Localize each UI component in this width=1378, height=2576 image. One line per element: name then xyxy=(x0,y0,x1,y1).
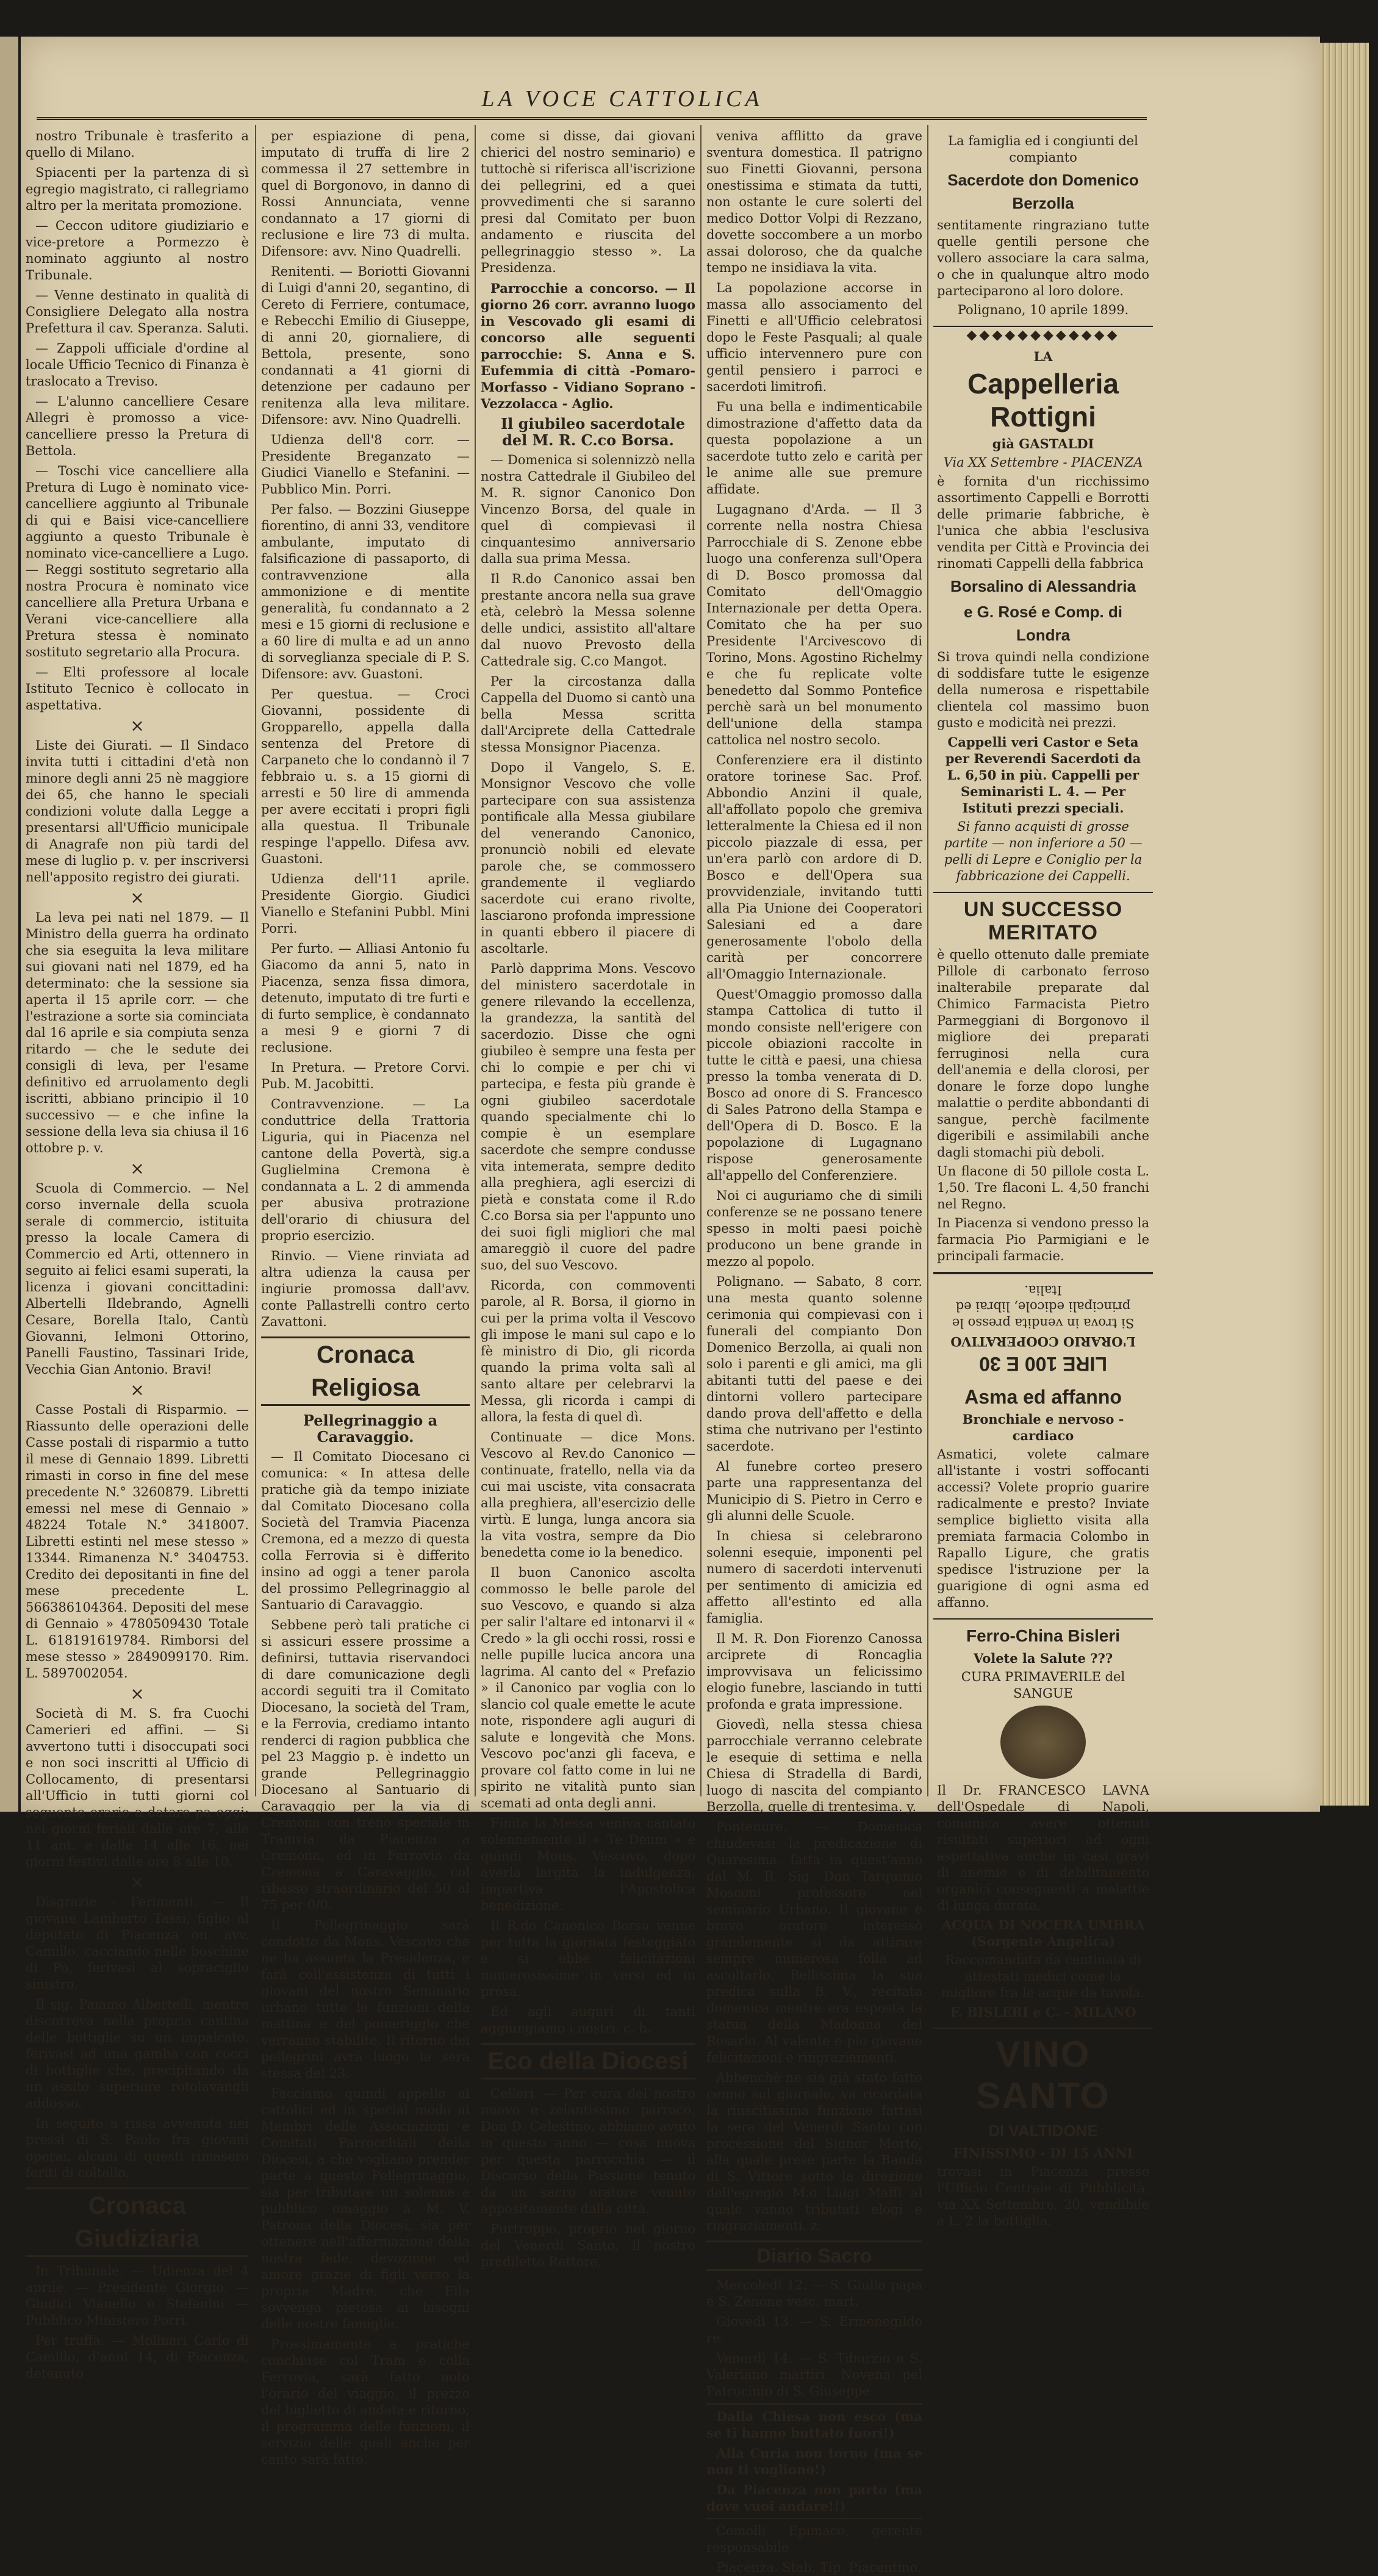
article-tribunale: In Tribunale. — Udienza del 4 aprile. — Presidente Giorgio. — Giudici Vianello e Stefanini — Pubblico Ministero Porri. xyxy=(26,2264,249,2328)
court-item: Per furto. — Alliasi Antonio fu Giacomo da anni 5, nato in Piacenza, senza fissa dimora, detenuto, imputato di tre furti e di furto semplice, è condannato a mesi 9 e giorni 7 di reclusione. xyxy=(261,941,470,1055)
court-item: In Pretura. — Pretore Corvi. Pub. M. Jacobitti. xyxy=(261,1060,470,1091)
masthead: LA VOCE CATTOLICA xyxy=(481,86,763,112)
news-line: — Toschi vice cancelliere alla Pretura di Lugo è nominato vice-cancelliere aggiunto al Tribunale di qui e Baisi vice-cancelliere aggiunto a questo Tribunale è nominato vice-cancelliere a Lugo. — Reggi sostituto segretario alla nostra Procura è nominato vice cancelliere alla Pretura Urbana e Verani vice-cancelliere alla Pretura stessa è nominato sostituto segretario alla Procura. xyxy=(26,464,249,659)
article-text: come si disse, dai giovani chierici del nostro seminario) e tuttochè si riferisca all'iscrizione dei pellegrini, ed a quei provvedimenti che si saranno presi dal Comitato per buon andamento e riuscita del pellegrinaggio stesso ». La Presidenza. xyxy=(481,129,695,275)
lion-illustration xyxy=(1000,1706,1086,1779)
article-cuochi: Società di M. S. fra Cuochi Camerieri ed affini. — Si avvertono tutti i disoccupati soci e non soci inscritti al Ufficio di Collocamento, di presentarsi all'Ufficio in tutti giorni col seguente orario a datare pa oggi: nei giorni feriali dalle ore 7, alle 11 ant. e dalle 14 alle 16; nei giorni festivi dalle ore 8 alle 10. xyxy=(26,1706,249,1869)
successo-body: è quello ottenuto dalle premiate Pillole di carbonato ferroso inalterabile preparate dal Chimico Farmacista Pietro Parmeggiani di Borgonovo il migliore dei preparati ferruginosi nella cura dell'anemia e della clorosi, per donare le forze dopo lunghe malattie o perdite abbondanti di sangue, perchè facilmente digeribili e assimilabili anche dagli stomachi più deboli. xyxy=(937,947,1149,1160)
rottigni-la: LA xyxy=(1033,349,1053,364)
ad-berzolla-thanks xyxy=(933,128,1153,327)
rottigni-address: Via XX Settembre - PIACENZA xyxy=(943,455,1143,470)
article-rissa: In seguito a rissa avvenuta nei pressi di S. Paolo fra giovani operai, alcuni di questi rimasero feriti di coltello. xyxy=(26,2116,249,2180)
previous-page-edge xyxy=(0,37,18,1812)
tipografia-line: Piacenza. Stab. Tip. Piacentino. xyxy=(716,2560,922,2575)
section-eco-della-diocesi: Eco della Diocesi xyxy=(481,2043,695,2079)
berzolla-name: Sacerdote don Domenico Berzolla xyxy=(947,171,1139,212)
giubileo-text: Dopo il Vangelo, S. E. Monsignor Vescovo che volle partecipare con sua assistenza pontificale alla Messa giubilare del venerando Canonico, pronunciò nobili ed elevate parole che, se commossero grandemente il vegliardo sacerdote cui erano rivolte, lasciarono profonda impressione in quanti ebbero il piacere di ascoltarle. xyxy=(481,760,695,956)
court-item: Udienza dell'8 corr. — Presidente Breganzato — Giudici Vianello e Stefanini. — Pubblico Min. Porri. xyxy=(261,432,470,497)
separator-cross: × xyxy=(130,1158,145,1179)
motto-line: Alla Curia non torno (ma se non ti vogliono!) xyxy=(706,2445,922,2477)
article-polignano: Il M. R. Don Fiorenzo Canossa arciprete di Roncaglia improvvisava un felicissimo elogio funebre, lasciando in tutti profonda e grata impressione. xyxy=(706,1631,922,1712)
giubileo-text: Parlò dapprima Mons. Vescovo del ministero sacerdotale in genere rilevando la eccellenza, la grandezza, la santità del sacerdozio. Disse che ogni giubileo è sempre una festa per chi lo compie e per chi vi partecipa, e festa più grande è ogni giubileo sacerdotale quando specialmente chi lo compie è un esemplare sacerdote che sempre condusse vita intemerata, sempre dedito alla preghiera, agli esercizi di pietà e constata come il R.do C.co Borsa sia per l'appunto uno dei suoi figli migliori che mal amareggiò il cuore del padre suo, del suo Vescovo. xyxy=(481,961,695,1272)
pellegrinaggio-text: Il Pellegrinaggio sarà condotto da Mons. Vescovo che ne ha assunta la Presidenza, e farà coll'assistenza di tutti i giovani del nostro Seminario urbano tutte le funzioni della mattina e del pomeriggio che verranno stabilite. Il ritorno dei pellegrini avrà luogo la sera stessa del 23. xyxy=(261,1918,470,2081)
court-item: Udienza dell'11 aprile. Presidente Giorgio. Giudici Vianello e Stefanini Pubbl. Mini Porri. xyxy=(261,872,470,936)
column-3 xyxy=(481,128,695,2269)
separator-cross: × xyxy=(130,1380,145,1400)
ad-cappelleria-rottigni xyxy=(933,343,1153,893)
pellegrinaggio-text: Sebbene però tali pratiche ci si assicuri essere prossime a definirsi, tuttavia riservandoci di dare comunicazione degli accordi seguiti tra il Comitato Diocesano, la società del Tram, e la Ferrovia, crediamo intanto renderci di ragion pubblica che pel 23 Maggio p. è indetto un grande Pellegrinaggio Diocesano al Santuario di Caravaggio per la via di Cremona con treno speciale in Tramvia da Piacenza a Cremona, ed in Ferrovia da Cremona a Caravaggio, col ribasso straordinario del 50 al 75 per 0/0. xyxy=(261,1618,470,1912)
asma-title: Asma ed affanno xyxy=(964,1386,1122,1408)
article-text: veniva afflitto da grave sventura domestica. Il patrigno suo Finetti Giovanni, persona onestissima e stimata da tutti, non ostante le cure solerti del medico Dottor Volpi di Rezzano, dovette soccombere a un morbo assai doloroso, che da qualche tempo ne insidiava la vita. xyxy=(706,129,922,275)
ferrochina-body: Il Dr. FRANCESCO LAVNA dell'Ospedale di Napoli, comunica avere ottenuti risultati superiori ad ogni aspettativa anche in casi gravi di anemie e di debilitamento organici conseguenti a malattie di lunga durata. xyxy=(937,1783,1149,1913)
article-casse-postali: Casse Postali di Risparmio. — Riassunto delle operazioni delle Casse postali di risparmio a tutto il mese di Gennaio 1899. Libretti rimasti in corso in fine del mese precedente N.° 3260879. Libretti emessi nel mese di Gennaio » 48224 Totale N.° 3418007. Libretti estinti nel mese stesso » 13344. Rimanenza N.° 3404753. Credito dei depositanti in fine del mese precedente L. 566386104364. Depositi del mese di Gennaio » 4780509430 Totale L. 618191619784. Rimborsi del mese stesso » 2849099170. Rim. L. 5897002054. xyxy=(26,1402,249,1681)
successo-title: UN SUCCESSO MERITATO xyxy=(963,898,1123,944)
asma-body: Asmatici, volete calmare all'istante i vostri soffocanti accessi? Volete proprio guarire radicalmente e presto? Inviate semplice biglietto visita alla premiata farmacia Colombo in Rapallo Ligure, che gratis spedisce l'istruzione per la guarigione di ogni asma ed affanno. xyxy=(937,1447,1149,1610)
book-page-edges xyxy=(1320,43,1369,1806)
giubileo-text: Il R.do Canonico assai ben prestante ancora nella sua grave età, celebrò la Messa solenne delle undici, assistito all'altare dal nuovo Prevosto della Cattedrale sig. C.co Mangot. xyxy=(481,572,695,669)
giubileo-heading: Il giubileo sacerdotale del M. R. C.co Borsa. xyxy=(500,415,686,449)
ferrochina-slogan: Volete la Salute ??? xyxy=(973,1651,1113,1666)
article-polignano: In chiesa si celebrarono solenni esequie, imponenti pel numero di sacerdoti intervenuti per sentimento di amicizia ed affetto all'estinto ed alla famiglia. xyxy=(706,1529,922,1626)
giubileo-text: Ed agli auguri di tanti aggiungiamo i nostri. c. b. xyxy=(481,2004,695,2036)
article-lugagnano: Conferenziere era il distinto oratore torinese Sac. Prof. Abbondio Anzini il quale, all'affollato popolo che gremiva letteralmente la Chiesa ed il non piccolo piazzale di essa, per un'era parlò con ardore di D. Bosco e dell'Opera sua provvidenziale, invitando tutti alla Pia Unione dei Cooperatori Salesiani ed a dare generosamente l'obolo della carità per concorrere all'Omaggio Internazionale. xyxy=(706,753,922,981)
article-pontenure: Abbenchè ne sia già stato fatto cenno sul giornale, va ricordata la riuscitissima funzione fattasi la sera del Venerdì Santo con processione del Signor Morto, alla quale prese parte la Banda di S. Vittore sotto la direzione dell'egregio M.o Luigi Maffi al quale vanno tributati elogi e ringraziamenti. z. xyxy=(706,2070,922,2233)
article-celleri: Purtroppo, proprio nel giorno del Venerdì Santo, il nostro prediletto Rettore, xyxy=(481,2222,695,2269)
column-ads xyxy=(933,128,1153,2228)
news-line: — Elti professore al locale Istituto Tecnico è collocato in aspettativa. xyxy=(26,665,249,712)
successo-where: In Piacenza si vendono presso la farmacia Pio Parmigiani e le principali farmacie. xyxy=(937,1216,1149,1263)
article-text: La popolazione accorse in massa allo associamento del Finetti e all'Ufficio celebratosi dopo le Feste Pasquali; al quale ufficio intervennero pure con gentil pensiero i parroci e sacerdoti limitrofi. xyxy=(706,281,922,394)
column-2 xyxy=(261,128,470,2467)
separator-cross: × xyxy=(130,1872,145,1892)
news-line: — Venne destinato in qualità di Consigliere Delegato alla nostra Prefettura il cav. Speranza. Saluti. xyxy=(26,288,249,335)
court-item: Per questua. — Croci Giovanni, possidente di Gropparello, appella dalla sentenza del Pretore di Carpaneto che lo condannò il 7 febbraio u. s. a 15 giorni di arresti e 50 lire di ammenda per avere eccitati i propri figli alla questua. Il Tribunale respinge l'appello. Difesa avv. Guastoni. xyxy=(261,687,470,866)
orario-price: LIRE 100 E 30 xyxy=(979,1353,1107,1375)
column-1 xyxy=(26,128,249,2381)
pellegrinaggio-text: Facciamo quindi appello ai cattolici ed in special modo ai Membri delle Associazioni e Comitati Parrocchiali della Diocesi, a che vogliano prender parte a questo Pellegrinaggio, sia per tributare un solenne e pubblico omaggio a M. V. Patrona della Diocesi, sia per ottenere nell'affermazione della nostra fede, devozione ed amore grazie di figli verso la propria Madre, che Ella sovvenga pietosa ai bisogni delle nostre famiglie. xyxy=(261,2086,470,2331)
pellegrinaggio-text: Prossimamente a pratiche conchiuse col Tram e colla Ferrovia, sarà fatto noto l'orario del viaggio, il prezzo del biglietto di andata e ritorno, il programma delle funzioni, il servizio delle quali anche per canto sarà fatto, xyxy=(261,2337,470,2467)
nocera-water: ACQUA DI NOCERA UMBRA (Sorgente Angelica) xyxy=(941,1917,1145,1949)
court-item: per espiazione di pena, imputato di truffa di lire 2 commessa il 27 settembre in quel di Borgonovo, in danno di Rossi Annunciata, venne condannato a 17 giorni di reclusione e lire 73 di multa. Difensore: avv. Nino Quadrelli. xyxy=(261,129,470,259)
news-line: nostro Tribunale è trasferito a quello di Milano. xyxy=(26,129,249,160)
ad-ferro-china-bisleri xyxy=(933,1620,1153,2029)
berzolla-lead: La famiglia ed i congiunti del compianto xyxy=(948,134,1138,165)
rottigni-title: Cappelleria Rottigni xyxy=(967,368,1119,432)
ad-asma xyxy=(933,1380,1153,1620)
giubileo-text: Ricorda, con commoventi parole, al R. Borsa, il giorno in cui per la prima volta il Vescovo gli impose le mani sul capo e lo fè ministro di Dio, gli ricorda quando la prima volta salì al santo altare per celebrarvi la Messa, gli ricorda i campi di allora, la festa di quel dì. xyxy=(481,1278,695,1424)
article-concorso: Parrocchie a concorso. — Il giorno 26 corr. avranno luogo in Vescovado gli esami di concorso alle seguenti parrocchie: S. Anna e S. Eufemmia di città -Pomaro- Morfasso - Vidiano Soprano - Vezzolacca - Aglio. xyxy=(481,281,695,411)
vinsanto-sub: DI VALTIDONE xyxy=(988,2122,1098,2140)
ad-vino-santo xyxy=(933,2029,1153,2237)
rottigni-offer: Cappelli veri Castor e Seta per Reverendi Sacerdoti da L. 6,50 in più. Cappelli per Seminaristi L. 4. — Per Istituti prezzi speciali. xyxy=(945,734,1141,816)
article-truffa: Per truffa. — Molinari Carlo di Camillo, d'anni 14, di Piacenza, detenuto xyxy=(26,2333,249,2381)
news-line: Spiacenti per la partenza di sì egregio magistrato, ci rallegriamo altro per la meritata promozione. xyxy=(26,165,249,213)
article-giurati: Liste dei Giurati. — Il Sindaco invita tutti i cittadini d'età non minore degli anni 25 nè maggiore dei 65, che hanno le speciali condizioni volute dalla Legge a presentarsi all'Ufficio municipale di Anagrafe non più tardi del mese di luglio p. v. per inscriversi nell'apposito registro dei giurati. xyxy=(26,738,249,884)
news-line: — L'alunno cancelliere Cesare Allegri è promosso a vice-cancelliere presso la Pretura di Bettola. xyxy=(26,394,249,458)
article-text: Fu una bella e indimenticabile dimostrazione d'affetto data da questa popolazione a un sacerdote tutto zelo e carità per le anime alle sue premure affidate. xyxy=(706,400,922,497)
separator-cross: × xyxy=(130,716,145,736)
rottigni-body: è fornita d'un ricchissimo assortimento Cappelli e Borrotti delle primarie fabbriche, è l'unica che abbia l'esclusiva vendita per Città e Provincia dei rinomati Cappelli della fabbrica xyxy=(937,474,1149,571)
motto-line: Dalla Chiesa non esco (ma se ti hanno buttato fuori!) xyxy=(706,2403,922,2441)
ad-orario-upside-down xyxy=(933,1273,1153,1380)
berzolla-body: sentitamente ringraziano tutte quelle gentili persone che vollero associare la cara salma, o che in qualunque altro modo parteciparono al loro dolore. xyxy=(937,218,1149,298)
diario-entry: Mercoledì 12. — S. Giulio papa e S. Zenone vesc. mart. xyxy=(706,2278,922,2309)
diamond-border: ◆◆◆◆◆◆◆◆◆◆◆◆ xyxy=(966,328,1120,343)
vinsanto-body: trovasi in Piacenza presso l'Ufficio Centrale di Pubblicità, via XX Settembre, 20, vendibile a L. 2 la bottiglia. xyxy=(937,2164,1149,2228)
article-celleri: Celleri. — Per cura del nostro nuovo e zelantissimo parroco, Don D. Celestino, abbiamo avuto in questo anno — cosa nuova per questa parrocchia — il Discorso della Passione tenuto da un sacro oratore venuto appositamente dalla città. xyxy=(481,2086,695,2216)
giubileo-text: Il R.do Canonico Borsa venne per tutta la giornata festeggiato e si ebbe felicitazioni numerosissime in versi ed in prosa. xyxy=(481,1918,695,1999)
column-4 xyxy=(706,128,922,2575)
giubileo-text: Per la circostanza dalla Cappella del Duomo si cantò una bella Messa scritta dall'Arciprete della Cattedrale stessa Monsignor Piacenza. xyxy=(481,674,695,755)
giubileo-text: Finita la Messa veniva cantato solennemente il « Te Deum » e quindi Mons. Vescovo, dopo averla largita la indulgenza, impartiva l'Apostolica benedizione. xyxy=(481,1816,695,1913)
diario-entry: Venerdì 14. — S. Tiburzio e S. Valeriano martiri. Novena pel Patrocinio di S. Giuseppe. xyxy=(706,2351,922,2398)
gerente-line: Comolli Epimaco, gerente responsabile xyxy=(706,2518,922,2556)
pellegrinaggio-heading: Pellegrinaggio a Caravaggio. xyxy=(303,1412,438,1446)
pellegrinaggio-text: — Il Comitato Diocesano ci comunica: « In attesa delle pratiche già da tempo iniziate dal Comitato Diocesano colla Società del Tramvia Piacenza Cremona, ed a mezzo di questa colla Ferrovia si è differito insino ad oggi a tener parola del prossimo Pellegrinaggio al Santuario di Caravaggio. xyxy=(261,1449,470,1612)
giubileo-text: — Domenica si solennizzò nella nostra Cattedrale il Giubileo del M. R. signor Canonico Don Vincenzo Borsa, del quale in quel dì compievasi il cinquantesimo anniversario dalla sua prima Messa. xyxy=(481,453,695,566)
court-item: Rinvio. — Viene rinviata ad altra udienza la causa per ingiurie promossa dall'avv. conte Pallastrelli contro certo Zavattoni. xyxy=(261,1249,470,1329)
article-pontenure: Pontenure. — Domenica chiudevasi la predicazione di Quaresima, fatta in quest'anno dal M. R. Sig. Don Tarquinio Mosconi professore nel seminario Urbano. Il giovane e bravo oratore interessò grandemente si da attirare sempre numerosa folla ad ascoltarlo. Bellissima la sua predica sulla B. V., recitata domenica mentre era esposta la statua della Madonna del Rosario. Al valente e pio giovane felicitazioni e ringraziamenti. xyxy=(706,1820,922,2065)
vinsanto-title: VINO SANTO xyxy=(976,2034,1110,2116)
column-rule xyxy=(927,125,928,1796)
orario-title: L'ORARIO COOPERATIVO xyxy=(950,1334,1136,1349)
diario-entry: Giovedì 13. — S. Ermenegildo re. xyxy=(706,2314,922,2345)
giubileo-text: Continuate — dice Mons. Vescovo al Rev.do Canonico — continuate, fratello, nella via da cui mai usciste, vita consacrata alla preghiera, all'esercizio delle virtù. E lunga, lunga ancora sia la vita vostra, sempre da Dio benedetta come io la benedico. xyxy=(481,1430,695,1560)
rottigni-body: Si trova quindi nella condizione di soddisfare tutte le esigenze della numerosa e rispettabile clientela col massimo buon gusto e modicità nei prezzi. xyxy=(937,650,1149,730)
article-polignano: Al funebre corteo presero parte una rappresentanza del Municipio di S. Pietro in Cerro e gli alunni delle Scuole. xyxy=(706,1459,922,1523)
article-commercio: Scuola di Commercio. — Nel corso invernale della scuola serale di commercio, istituita presso la locale Camera di Commercio ed Arti, ottennero in seguito ai felici esami superati, la licenza i giovani concittadini: Albertelli Ildebrando, Agnelli Cesare, Borella Italo, Cantù Giovanni, Ielmoni Ottorino, Panelli Faustino, Tassinari Iride, Vecchia Gian Antonio. Bravi! xyxy=(26,1181,249,1377)
article-polignano: Giovedì, nella stessa chiesa parrocchiale verranno celebrate le esequie di settima e nella Chiesa di Stradella di Bardi, luogo di nascita del compianto Berzolla, quelle di trentesima. y. xyxy=(706,1717,922,1814)
article-polignano: Polignano. — Sabato, 8 corr. una mesta quanto solenne cerimonia qui compievasi con i funerali del compianto Don Domenico Berzolla, ai quali non solo i parenti e gli amici, ma gli abitanti tutti del paese e dei dintorni vollero partecipare dando prova dell'affetto e della stima che nutrivano per l'estinto sacerdote. xyxy=(706,1274,922,1454)
successo-price: Un flacone di 50 pillole costa L. 1,50. Tre flaconi L. 4,50 franchi nel Regno. xyxy=(937,1164,1149,1211)
section-cronaca-religiosa: Cronaca Religiosa xyxy=(261,1336,470,1406)
rottigni-brand: e G. Rosé e Comp. di Londra xyxy=(963,603,1123,644)
court-item: Per falso. — Bozzini Giuseppe fiorentino, di anni 33, venditore ambulante, imputato di falsificazione di passaporto, di contravvenzione alla ammonizione e di mentite generalità, fu condannato a 2 mesi e 15 giorni di reclusione e a 60 lire di multa e ad un anno di sorveglianza speciale di P. S. Difensore: avv. Guastoni. xyxy=(261,502,470,681)
nocera-body: Raccomandata da centinaia di attestati medici come la migliore fra le acque da tavola. xyxy=(941,1953,1145,2000)
ferrochina-title: Ferro-China Bisleri xyxy=(966,1626,1121,1645)
giubileo-text: Il buon Canonico ascolta commosso le belle parole del suo Vescovo, e quando si alza per salir l'altare ed intonarvi il « Credo » la gli occhi rossi, rossi e nelle pupille lucica ancora una lagrima. Al canto del « Prefazio » il Canonico par voglia con lo slancio col quale emette le acute note, rispondere agli auguri di salute e longevità che Mons. Vescovo poc'anzi gli faceva, e provare col fatto come in lui ne spirito ne vitalità punto sian scemati ad onta degli anni. xyxy=(481,1565,695,1810)
column-rule xyxy=(475,125,476,1796)
orario-note: Si trova in vendita presso le principali edicole, librai ed Italia. xyxy=(952,1283,1135,1330)
article-lugagnano: Quest'Omaggio promosso dalla stampa Cattolica di tutto il mondo consiste nell'erigere con piccole obiazioni raccolte in tutte le città e paesi, una chiesa presso la tomba venerata di D. Bosco ad onore di S. Francesco di Sales Patrono della Stampa e dell'Opera di D. Bosco. E la popolazione di Lugagnano rispose generosamente all'appello del Conferenziere. xyxy=(706,987,922,1183)
court-item: Contravvenzione. — La conduttrice della Trattoria Liguria, qui in Piacenza nel cantone della Povertà, sig.a Guglielmina Cremona è condannata a L. 2 di ammenda per abusiva protrazione dell'orario di chiusura del proprio esercizio. xyxy=(261,1097,470,1243)
bisleri-maker: F. BISLERI e C. - MILANO xyxy=(950,2004,1136,2020)
berzolla-date: Polignano, 10 aprile 1899. xyxy=(957,303,1129,317)
rottigni-brand: Borsalino di Alessandria xyxy=(950,577,1136,595)
asma-sub: Bronchiale e nervoso - cardiaco xyxy=(962,1412,1124,1443)
rottigni-sub: già GASTALDI xyxy=(992,436,1094,451)
vinsanto-age: FINISSIMO - DI 15 ANNI xyxy=(953,2145,1133,2161)
column-rule xyxy=(255,125,256,1796)
ad-successo-meritato xyxy=(933,893,1153,1273)
column-rule xyxy=(700,125,702,1796)
article-albertelli: Il sig. Paiamo Albertelli, mentre discorreva nella propria cantina delle bottiglie su un impalcato, ferivasi ad una gamba con cocci di bottiglie che, precipitando da un assito superiore rotolavangli addosso. xyxy=(26,1997,249,2111)
court-item: Renitenti. — Boriotti Giovanni di Luigi d'anni 20, segantino, di Cereto di Ferriere, contumace, e Rebecchi Emilio di Giuseppe, di anni 20, giornaliere, di Bettola, presente, sono condannati a 41 giorni di detenzione per cadauno per renitenza alla leva militare. Difensore: avv. Nino Quadrelli. xyxy=(261,264,470,427)
news-line: — Zappoli ufficiale d'ordine al locale Ufficio Tecnico di Finanza è traslocato a Treviso. xyxy=(26,341,249,389)
article-leva: La leva pei nati nel 1879. — Il Ministro della guerra ha ordinato che sia eseguita la leva militare sui giovani nati nel 1879, ed ha determinato: che la sessione sia aperta il 15 aprile corr. — che l'estrazione a sorte sia cominciata dal 16 aprile e sia compiuta senza ritardo — che le sedute dei consigli di leva, per l'esame definitivo ed arruolamento degli iscritti, abbiano principio il 10 successivo — e che infine la sessione della leva sia chiusa il 16 ottobre p. v. xyxy=(26,910,249,1155)
motto-line: Da Piacenza non parto (ma dove vuoi andare!!) xyxy=(706,2482,922,2514)
article-disgrazie: Disgrazie - Ferimenti. — Il giovane Lamberto Tassi, figlio al deputato di Piacenza on. avv. Camillo, cacciando nelle boschine di Po, ferivasi al sopraciglio sinistro. xyxy=(26,1895,249,1992)
section-diario-sacro: Diario Sacro xyxy=(706,2241,922,2271)
article-lugagnano: Noi ci auguriamo che di simili conferenze se ne possano tenere spesso in molti paesi poichè producono un bene grande in mezzo al popolo. xyxy=(706,1188,922,1269)
rottigni-note: Si fanno acquisti di grosse partite — non inferiore a 50 — pelli di Lepre e Coniglio per la fabbricazione dei Cappelli. xyxy=(944,819,1143,883)
news-line: — Ceccon uditore giudiziario e vice-pretore a Pormezzo è nominato aggiunto al nostro Tribunale. xyxy=(26,218,249,282)
ferrochina-cura: CURA PRIMAVERILE del SANGUE xyxy=(961,1670,1125,1701)
section-cronaca-giudiziaria: Cronaca Giudiziaria xyxy=(26,2187,249,2257)
masthead-rule xyxy=(37,117,1147,120)
article-lugagnano: Lugagnano d'Arda. — Il 3 corrente nella nostra Chiesa Parrocchiale di S. Zenone ebbe luogo una conferenza sull'Opera di D. Bosco promossa dal Comitato dell'Omaggio Internazionale per detta Opera. Comitato che ha per suo Presidente l'Arcivescovo di Torino, Mons. Agostino Richelmy e che fu replicate volte benedetto dal Sommo Pontefice perchè sarà un bel monumento dell'unione della stampa cattolica nel nostro secolo. xyxy=(706,502,922,747)
separator-cross: × xyxy=(130,1684,145,1704)
separator-cross: × xyxy=(130,888,145,908)
